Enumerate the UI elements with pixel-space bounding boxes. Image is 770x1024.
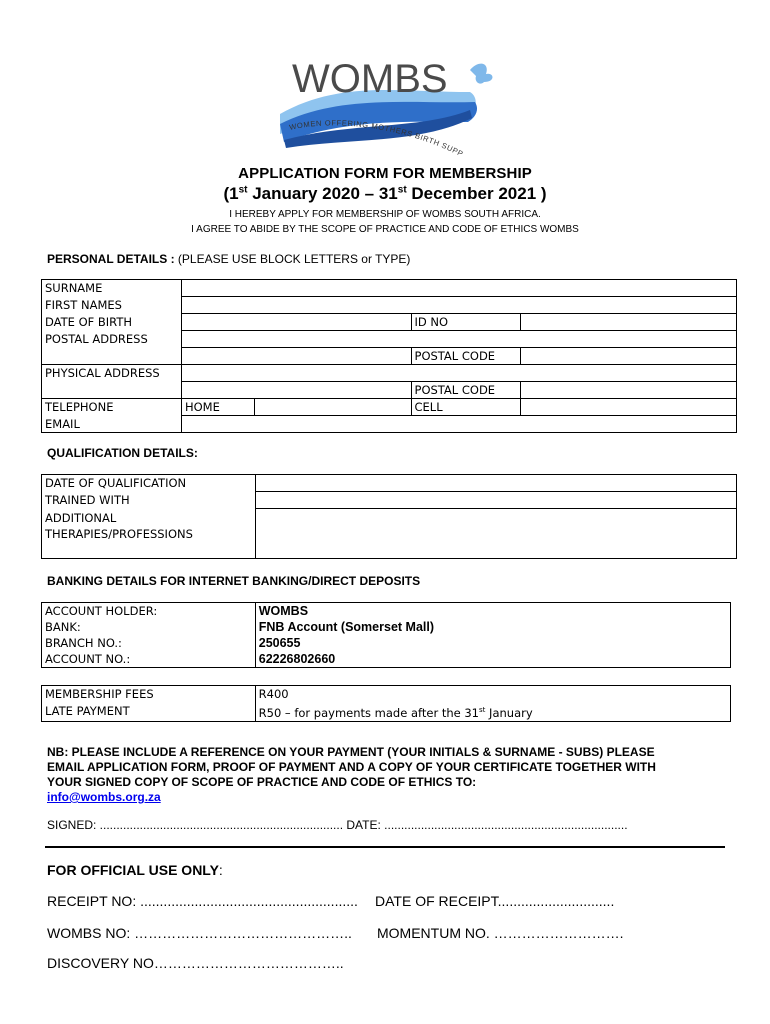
late-payment-value — [255, 702, 730, 721]
form-title: APPLICATION FORM FOR MEMBERSHIP — [238, 165, 532, 182]
postal-code-label: POSTAL CODE — [411, 348, 521, 365]
table-row — [42, 314, 737, 331]
banking-heading — [47, 574, 420, 588]
wombs-logo — [270, 52, 510, 170]
late-payment-text-end: January — [485, 705, 533, 720]
table-row — [42, 399, 737, 416]
account-no-value: 62226802660 — [255, 651, 730, 668]
wombs-logo-graphic — [270, 52, 510, 170]
qualification-date-label: DATE OF QUALIFICATION — [42, 475, 256, 492]
table-row — [42, 651, 731, 668]
qualification-heading — [47, 446, 198, 460]
momentum-no-line[interactable]: MOMENTUM NO. ………………………. — [377, 925, 624, 941]
additional-therapies-field[interactable] — [255, 509, 736, 559]
postal-address-field-2[interactable] — [181, 348, 411, 365]
qualification-date-field[interactable] — [255, 475, 736, 492]
branch-label: BRANCH NO.: — [42, 635, 256, 651]
trained-with-label: TRAINED WITH — [42, 492, 256, 509]
late-payment-text: R50 – for payments made after the 31 — [258, 705, 479, 720]
personal-details-heading — [47, 252, 410, 266]
banking-heading-label: BANKING DETAILS FOR INTERNET BANKING/DIRECT DEPOSITS — [47, 574, 421, 588]
surname-label: SURNAME — [42, 280, 182, 297]
id-no-label: ID NO — [411, 314, 521, 331]
payment-note — [47, 745, 687, 805]
postal-address-cont — [42, 348, 182, 365]
telephone-label: TELEPHONE — [42, 399, 182, 416]
table-row — [42, 492, 737, 509]
table-row — [42, 702, 731, 721]
date-of-receipt-line[interactable]: DATE OF RECEIPT.............................. — [375, 893, 615, 909]
personal-details-table — [41, 279, 737, 433]
membership-fee-value: R400 — [255, 686, 730, 703]
additional-line-1: ADDITIONAL — [45, 510, 117, 525]
postal-code-field[interactable] — [521, 348, 737, 365]
table-row — [42, 416, 737, 433]
account-no-label: ACCOUNT NO.: — [42, 651, 256, 668]
table-row — [42, 348, 737, 365]
membership-fee-label: MEMBERSHIP FEES — [42, 686, 256, 703]
first-names-field[interactable] — [181, 297, 736, 314]
bank-label: BANK: — [42, 619, 256, 635]
postal-code-2-label: POSTAL CODE — [411, 382, 521, 399]
receipt-no-line[interactable]: RECEIPT NO: ........................................................ — [47, 893, 358, 909]
account-holder-value: WOMBS — [255, 603, 730, 620]
email-field[interactable] — [181, 416, 736, 433]
cell-field[interactable] — [521, 399, 737, 416]
form-period: (1st January 2020 – 31st December 2021 ) — [223, 184, 547, 203]
id-no-field[interactable] — [521, 314, 737, 331]
late-payment-label: LATE PAYMENT — [42, 702, 256, 721]
qualification-heading-label: QUALIFICATION DETAILS: — [47, 446, 198, 460]
first-names-label: FIRST NAMES — [42, 297, 182, 314]
dob-field[interactable] — [181, 314, 411, 331]
logo-tagline: WOMEN OFFERING MOTHERS BIRTH SUPP — [288, 118, 465, 159]
official-use-heading — [47, 862, 223, 878]
wombs-no-line[interactable]: WOMBS NO: ……………………………………….. — [47, 925, 352, 941]
official-heading-colon: : — [218, 862, 223, 878]
official-heading-label: FOR OFFICIAL USE ONLY — [47, 862, 219, 878]
dob-label: DATE OF BIRTH — [42, 314, 182, 331]
table-row — [42, 331, 737, 348]
home-label: HOME — [181, 399, 254, 416]
home-field[interactable] — [254, 399, 411, 416]
physical-address-field-2[interactable] — [181, 382, 411, 399]
late-payment-sup: st — [479, 706, 486, 714]
postal-address-label: POSTAL ADDRESS — [42, 331, 182, 348]
qualification-table — [41, 474, 737, 559]
additional-line-2: THERAPIES/PROFESSIONS — [45, 526, 193, 541]
table-row — [42, 365, 737, 382]
agree-statement: I AGREE TO ABIDE BY THE SCOPE OF PRACTICE AND CODE OF ETHICS WOMBS — [191, 224, 579, 235]
table-row — [42, 619, 731, 635]
discovery-no-line[interactable]: DISCOVERY NO………………………………….. — [47, 955, 344, 971]
email-link[interactable]: info@wombs.org.za — [47, 790, 161, 804]
payment-note-text: NB: PLEASE INCLUDE A REFERENCE ON YOUR PAYMENT (YOUR INITIALS & SURNAME - SUBS) PLEASE EMAIL APPLICATION FORM, PROOF OF PAYMENT AND A COPY OF YOUR CERTIFICATE TOGETHER WITH YOUR SIGNED COPY OF SCOPE OF PRACTICE AND CODE OF ETHICS TO: — [47, 745, 656, 789]
divider — [45, 846, 725, 848]
postal-code-2-field[interactable] — [521, 382, 737, 399]
additional-therapies-label — [42, 509, 256, 559]
apply-statement: I HEREBY APPLY FOR MEMBERSHIP OF WOMBS SOUTH AFRICA. — [229, 209, 541, 220]
table-row — [42, 382, 737, 399]
table-row — [42, 635, 731, 651]
physical-address-label: PHYSICAL ADDRESS — [42, 365, 182, 382]
table-row — [42, 686, 731, 703]
table-row — [42, 603, 731, 620]
logo-name: WOMBS — [292, 57, 448, 101]
email-label: EMAIL — [42, 416, 182, 433]
account-holder-label: ACCOUNT HOLDER: — [42, 603, 256, 620]
bank-value: FNB Account (Somerset Mall) — [255, 619, 730, 635]
personal-heading-label: PERSONAL DETAILS : — [47, 252, 175, 266]
table-row — [42, 297, 737, 314]
table-row — [42, 475, 737, 492]
table-row — [42, 280, 737, 297]
trained-with-field[interactable] — [255, 492, 736, 509]
personal-note: (PLEASE USE BLOCK LETTERS or TYPE) — [174, 252, 411, 266]
table-row — [42, 509, 737, 559]
fees-table — [41, 685, 731, 722]
cell-label: CELL — [411, 399, 521, 416]
surname-field[interactable] — [181, 280, 736, 297]
postal-address-field[interactable] — [181, 331, 736, 348]
physical-address-cont — [42, 382, 182, 399]
branch-value: 250655 — [255, 635, 730, 651]
signature-line[interactable]: SIGNED: ......................................................................... DATE: ......................................................................... — [47, 818, 628, 832]
physical-address-field[interactable] — [181, 365, 736, 382]
banking-table — [41, 602, 731, 668]
